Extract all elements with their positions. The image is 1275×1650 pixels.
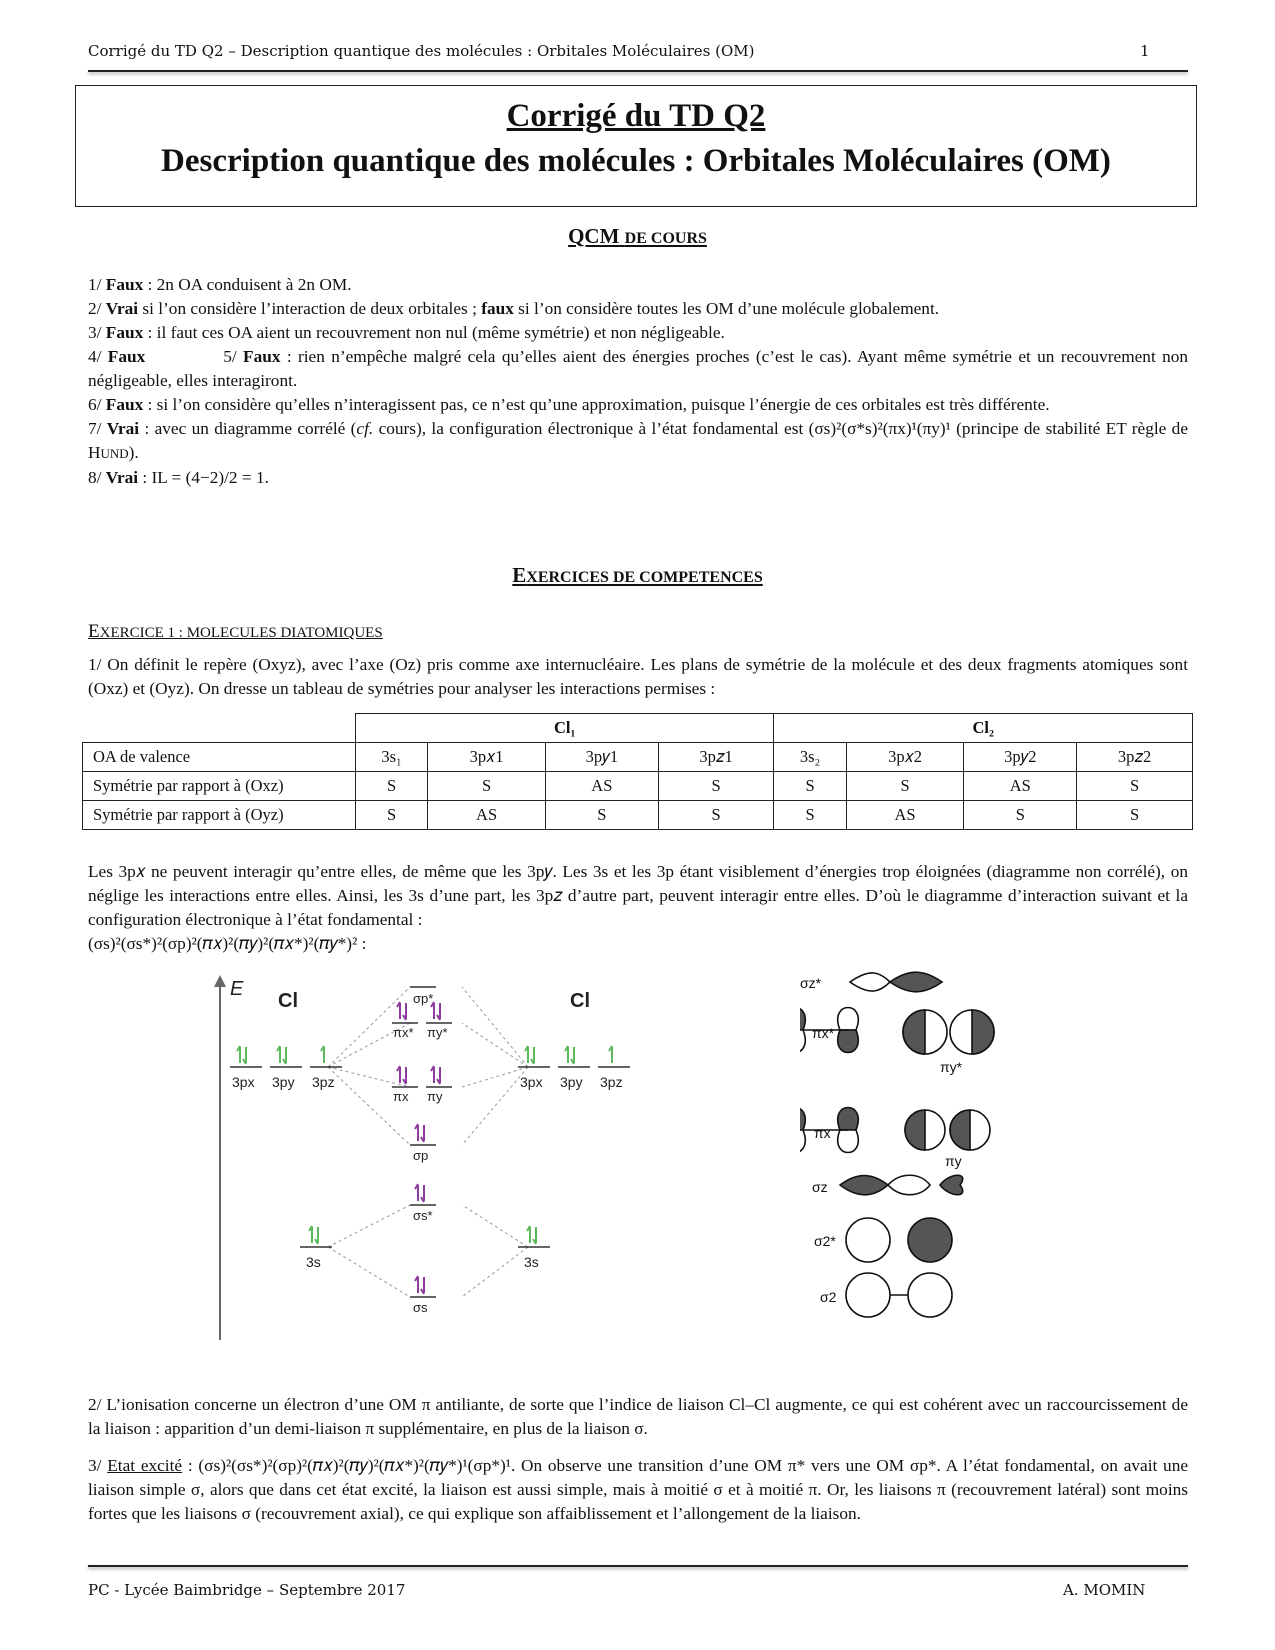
qcm-item-3: 3/ Faux : il faut ces OA aient un recouvrement non nul (même symétrie) et non négligeable. xyxy=(88,323,725,342)
ground-state-config: (σs)²(σs*)²(σp)²(𝜋𝑥)²(𝜋𝑦)²(𝜋𝑥*)²(𝜋𝑦*)² : xyxy=(88,934,367,953)
right-3py-label: 3py xyxy=(560,1074,583,1090)
exercice-1-analysis: Les 3p𝑥 ne peuvent interagir qu’entre elles, de même que les 3p𝑦. Les 3s et les 3p étant visiblement d’énergies trop éloignées (diagramme non corrélé), on néglige les interactions entre elles. Ainsi, les 3s d’une part, les 3p𝑧 d’autre part, peuvent interagir entre elles. D’où le diagramme d’interaction suivant et la configuration électronique à l’état fondamental : (σs)²(σs*)²(σp)²(𝜋𝑥)²(𝜋𝑦)²(𝜋𝑥*)²(𝜋𝑦*)² : xyxy=(88,860,1188,956)
mo-label-pi-y: πy xyxy=(427,1089,443,1104)
right-3s-label: 3s xyxy=(524,1254,539,1270)
mo-diagram xyxy=(200,975,660,1345)
orbital-lobe xyxy=(908,1218,952,1262)
left-3pz-label: 3pz xyxy=(312,1074,335,1090)
orbital-shapes-figure xyxy=(800,970,1010,1330)
orbital-lobe xyxy=(903,1010,925,1054)
orbital-label: πx* xyxy=(812,1025,835,1041)
qcm-answers xyxy=(88,273,1188,490)
page-number: 1 xyxy=(1140,42,1150,60)
mo-label-pi-x: πx xyxy=(393,1089,409,1104)
orbital-lobe xyxy=(908,1273,952,1317)
mo-label-sigma-s: σs xyxy=(413,1300,428,1315)
footer-author: A. MOMIN xyxy=(1063,1581,1146,1599)
exercice-1-q3: 3/ Etat excité : (σs)²(σs*)²(σp)²(𝜋𝑥)²(𝜋𝑦)²(𝜋𝑥*)²(𝜋𝑦*)¹(σp*)¹. On observe une transition d’une OM π* vers une OM σp*. A l’état fondamental, on avait une liaison simple σ, alors que dans cet état excité, la liaison est aussi simple, mais à moitié σ et à moitié π. Or, les liaisons π (recouvrement latéral) sont moins fortes que les liaisons σ (recouvrement axial), ce qui explique son affaiblissement et l’allongement de la liaison. xyxy=(88,1456,1189,1523)
left-3py-label: 3py xyxy=(272,1074,295,1090)
qcm-item-6: 6/ Faux : si l’on considère qu’elles n’interagissent pas, ce n’est qu’une approximation, puisque l’énergie de ces orbitales est très différente. xyxy=(88,395,1050,414)
exercices-heading: EXERCICES DE COMPETENCES xyxy=(512,563,763,587)
footer-rule xyxy=(88,1565,1188,1567)
orbital-label: πy xyxy=(945,1153,962,1169)
orbital-lobe xyxy=(846,1273,890,1317)
orbital-lobe xyxy=(972,1010,994,1054)
energy-axis-arrow xyxy=(214,975,226,987)
mo-label-sigma-p-star: σp* xyxy=(413,991,434,1006)
orbital-lobe xyxy=(800,1108,805,1131)
title-box xyxy=(75,85,1197,207)
orbital-lobe xyxy=(800,1008,805,1031)
orbital-lobe xyxy=(840,1176,888,1195)
orbital-label: σ2* xyxy=(814,1233,836,1249)
footer-left: PC - Lycée Baimbridge – Septembre 2017 xyxy=(88,1581,406,1599)
mo-label-sigma-p: σp xyxy=(413,1148,429,1163)
left-3px-label: 3px xyxy=(232,1074,255,1090)
qcm-heading: QCM DE COURS xyxy=(568,224,707,248)
orbital-label: πx xyxy=(814,1125,831,1141)
orbital-lobe xyxy=(950,1110,970,1150)
header-rule xyxy=(88,70,1188,72)
exercice-1-title: EXERCICE 1 : MOLECULES DIATOMIQUES xyxy=(88,621,383,642)
orbital-lobe xyxy=(800,1030,805,1053)
mo-label-pi-y-star: πy* xyxy=(427,1025,448,1040)
orbital-lobe xyxy=(838,1130,859,1153)
symmetry-table xyxy=(82,713,1193,830)
table-group-cl1: Cl₁ xyxy=(356,714,774,743)
qcm-item-8: 8/ Vrai : IL = (4−2)/2 = 1. xyxy=(88,468,269,487)
orbital-label: σz* xyxy=(800,975,822,991)
orbital-lobe xyxy=(905,1110,925,1150)
qcm-item-1: 1/ Faux : 2n OA conduisent à 2n OM. xyxy=(88,275,352,294)
orbital-lobe xyxy=(940,1175,963,1195)
orbital-lobe xyxy=(888,1175,930,1195)
atom-left-label: Cl xyxy=(278,990,298,1012)
right-3px-label: 3px xyxy=(520,1074,543,1090)
qcm-item-4-5: 4/ Faux 5/ Faux : rien n’empêche malgré cela qu’elles aient des énergies proches (c’est le cas). Ayant même symétrie et un recouvrement non négligeable, elles interagiront. xyxy=(88,347,1189,390)
orbital-lobe xyxy=(838,1030,859,1053)
exercice-1-q2: 2/ L’ionisation concerne un électron d’une OM π antiliante, de sorte que l’indice de liaison Cl–Cl augmente, ce qui est cohérent avec un raccourcissement de la liaison : apparition d’un demi-liaison π supplémentaire, en plus de la liaison σ. xyxy=(88,1395,1188,1438)
orbital-lobe xyxy=(838,1108,859,1131)
table-row: Symétrie par rapport à (Oyz) S AS S S S AS S S xyxy=(83,801,1193,830)
orbital-label: πy* xyxy=(940,1059,963,1075)
right-3p-electrons xyxy=(525,1046,612,1064)
energy-label: E xyxy=(230,978,244,1000)
table-group-cl2: Cl₂ xyxy=(774,714,1193,743)
mo-label-pi-x-star: πx* xyxy=(393,1025,414,1040)
qcm-item-7: 7/ Vrai : avec un diagramme corrélé (cf. cours), la configuration électronique à l’état fondamental est (σs)²(σ*s)²(πx)¹(πy)¹ (principe de stabilité ET règle de HUND). xyxy=(88,419,1188,462)
atom-right-label: Cl xyxy=(570,990,590,1012)
qcm-item-2: 2/ Vrai si l’on considère l’interaction de deux orbitales ; faux si l’on considère toutes les OM d’une molécule globalement. xyxy=(88,299,940,318)
table-row: OA de valence 3s₁ 3p𝑥1 3p𝑦1 3p𝑧1 3s₂ 3p𝑥2 3p𝑦2 3p𝑧2 xyxy=(83,743,1193,772)
orbital-lobe xyxy=(800,1130,805,1153)
page-title: Corrigé du TD Q2 xyxy=(506,98,766,134)
left-3s-label: 3s xyxy=(306,1254,321,1270)
right-3s-electrons xyxy=(527,1226,536,1244)
orbital-label: σz xyxy=(812,1179,828,1195)
running-header: Corrigé du TD Q2 – Description quantique des molécules : Orbitales Moléculaires (OM) xyxy=(88,42,755,60)
orbital-lobe xyxy=(846,1218,890,1262)
exercice-1-intro: 1/ On définit le repère (Oxyz), avec l’axe (Oz) pris comme axe internucléaire. Les plans de symétrie de la molécule et des deux fragments atomiques sont (Oxz) et (Oyz). On dresse un tableau de symétries pour analyser les interactions permises : xyxy=(88,655,1188,698)
right-3pz-label: 3pz xyxy=(600,1074,623,1090)
orbital-lobe xyxy=(838,1008,859,1031)
left-3s-electrons xyxy=(309,1226,318,1244)
mo-label-sigma-s-star: σs* xyxy=(413,1208,433,1223)
left-3p-electrons xyxy=(237,1046,324,1064)
table-row: Symétrie par rapport à (Oxz) S S AS S S S AS S xyxy=(83,772,1193,801)
orbital-lobe xyxy=(850,973,890,991)
page-subtitle: Description quantique des molécules : Orbitales Moléculaires (OM) xyxy=(161,143,1111,179)
orbital-label: σ2 xyxy=(820,1289,837,1305)
orbital-lobe xyxy=(890,972,942,992)
